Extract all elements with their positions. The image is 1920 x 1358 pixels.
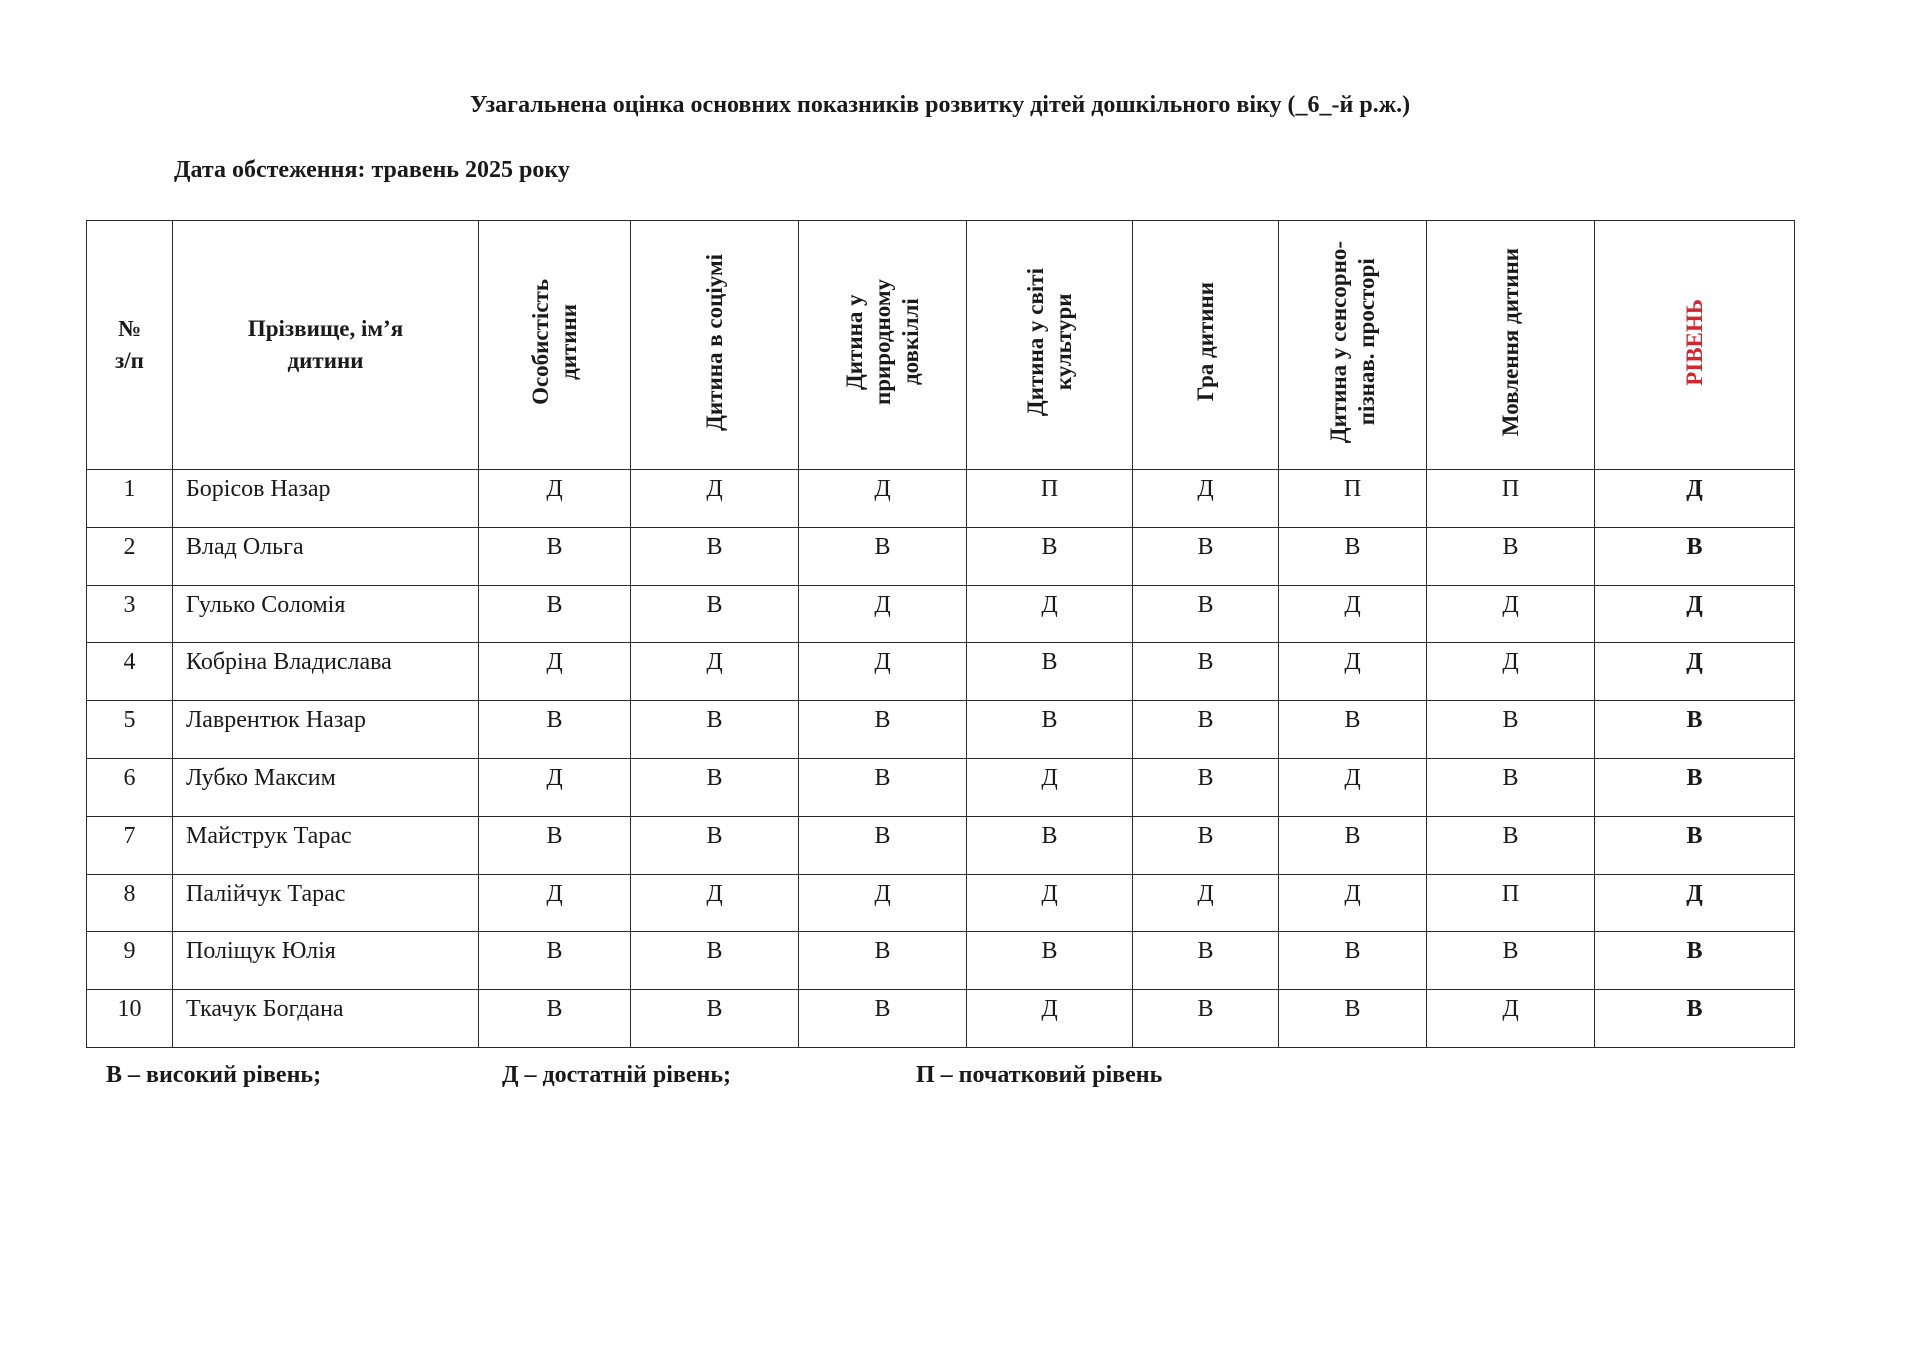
score-cell: Д [1133, 874, 1279, 932]
score-cell: В [631, 816, 799, 874]
score-cell: П [1279, 470, 1427, 528]
table-body [87, 470, 1795, 1048]
score-cell: П [1427, 470, 1595, 528]
header-criterion-society [631, 221, 799, 470]
table-row [87, 990, 1795, 1048]
row-number: 4 [87, 643, 173, 701]
child-name: Ткачук Богдана [173, 990, 479, 1048]
header-name [173, 221, 479, 470]
legend-high: В – високий рівень; [106, 1062, 322, 1088]
score-cell: П [1427, 874, 1595, 932]
level-cell: В [1595, 990, 1795, 1048]
table-row [87, 758, 1795, 816]
score-cell: Д [1133, 470, 1279, 528]
document-title: Узагальнена оцінка основних показників розвитку дітей дошкільного віку (_6_-й р.ж.) [469, 92, 1411, 118]
score-cell: В [799, 816, 967, 874]
score-cell: В [1133, 701, 1279, 759]
score-cell: В [1133, 585, 1279, 643]
header-criterion-line: дитини [555, 304, 581, 380]
header-number-line1: № [117, 316, 142, 341]
child-name: Кобріна Владислава [173, 643, 479, 701]
row-number: 10 [87, 990, 173, 1048]
score-cell: Д [1427, 643, 1595, 701]
score-cell: Д [631, 643, 799, 701]
header-criterion-line: Мовлення дитини [1497, 247, 1523, 437]
header-name-line1: Прізвище, ім’я [247, 316, 404, 341]
score-cell: В [1279, 990, 1427, 1048]
table-row [87, 585, 1795, 643]
score-cell: В [631, 990, 799, 1048]
score-cell: В [631, 701, 799, 759]
level-cell: Д [1595, 585, 1795, 643]
score-cell: Д [479, 874, 631, 932]
score-cell: Д [1279, 874, 1427, 932]
header-level-label: РІВЕНЬ [1681, 298, 1707, 386]
child-name: Майструк Тарас [173, 816, 479, 874]
score-cell: Д [479, 470, 631, 528]
score-cell: В [799, 758, 967, 816]
score-cell: В [1133, 758, 1279, 816]
score-cell: В [799, 527, 967, 585]
score-cell: Д [631, 874, 799, 932]
level-cell: Д [1595, 874, 1795, 932]
level-cell: В [1595, 527, 1795, 585]
legend-initial: П – початковий рівень [916, 1062, 1163, 1088]
score-cell: В [631, 527, 799, 585]
header-number [87, 221, 173, 470]
child-name: Поліщук Юлія [173, 932, 479, 990]
header-number-line2: з/п [115, 348, 144, 373]
score-cell: В [1133, 816, 1279, 874]
score-cell: В [1427, 758, 1595, 816]
table-row [87, 527, 1795, 585]
score-cell: В [1279, 816, 1427, 874]
score-cell: В [1427, 816, 1595, 874]
header-criterion-sensory [1279, 221, 1427, 470]
child-name: Палійчук Тарас [173, 874, 479, 932]
header-level [1595, 221, 1795, 470]
score-cell: В [1133, 643, 1279, 701]
score-cell: Д [1279, 758, 1427, 816]
score-cell: Д [799, 585, 967, 643]
legend-sufficient: Д – достатній рівень; [502, 1062, 732, 1088]
child-name: Влад Ольга [173, 527, 479, 585]
score-cell: В [1427, 932, 1595, 990]
score-cell: В [479, 701, 631, 759]
header-row [87, 221, 1795, 470]
score-cell: В [967, 932, 1133, 990]
score-cell: В [1133, 990, 1279, 1048]
header-criterion-line: Дитина у [841, 294, 867, 390]
survey-date: Дата обстеження: травень 2025 року [174, 157, 570, 183]
score-cell: В [1133, 932, 1279, 990]
assessment-table [86, 220, 1795, 1048]
score-cell: Д [799, 470, 967, 528]
score-cell: В [479, 932, 631, 990]
table-row [87, 932, 1795, 990]
score-cell: В [799, 990, 967, 1048]
score-cell: В [1279, 932, 1427, 990]
score-cell: Д [799, 643, 967, 701]
row-number: 1 [87, 470, 173, 528]
level-cell: В [1595, 932, 1795, 990]
level-cell: В [1595, 701, 1795, 759]
header-criterion-culture [967, 221, 1133, 470]
score-cell: В [799, 932, 967, 990]
score-cell: В [1279, 701, 1427, 759]
score-cell: В [967, 527, 1133, 585]
child-name: Борісов Назар [173, 470, 479, 528]
score-cell: Д [479, 758, 631, 816]
score-cell: В [479, 585, 631, 643]
level-cell: Д [1595, 470, 1795, 528]
level-cell: В [1595, 816, 1795, 874]
header-criterion-line: Особистість [527, 279, 553, 405]
score-cell: Д [799, 874, 967, 932]
table-row [87, 816, 1795, 874]
score-cell: В [479, 527, 631, 585]
score-cell: В [1427, 527, 1595, 585]
table-row [87, 874, 1795, 932]
score-cell: Д [479, 643, 631, 701]
header-criterion-personality [479, 221, 631, 470]
child-name: Лубко Максим [173, 758, 479, 816]
row-number: 2 [87, 527, 173, 585]
header-criterion-line: пізнав. просторі [1353, 258, 1379, 426]
score-cell: В [631, 932, 799, 990]
header-criterion-line: довкіллі [897, 298, 923, 386]
header-criterion-line: Гра дитини [1192, 282, 1218, 402]
score-cell: Д [1279, 643, 1427, 701]
score-cell: Д [967, 585, 1133, 643]
score-cell: Д [1427, 990, 1595, 1048]
header-name-line2: дитини [287, 348, 364, 373]
level-cell: В [1595, 758, 1795, 816]
score-cell: Д [967, 874, 1133, 932]
header-criterion-nature [799, 221, 967, 470]
table-row [87, 701, 1795, 759]
score-cell: В [1279, 527, 1427, 585]
header-criterion-line: природному [869, 278, 895, 406]
score-cell: Д [967, 758, 1133, 816]
score-cell: Д [1279, 585, 1427, 643]
score-cell: В [479, 816, 631, 874]
score-cell: В [967, 816, 1133, 874]
header-criterion-line: Дитина в соціумі [701, 253, 727, 431]
child-name: Гулько Соломія [173, 585, 479, 643]
row-number: 8 [87, 874, 173, 932]
score-cell: В [1133, 527, 1279, 585]
row-number: 9 [87, 932, 173, 990]
score-cell: В [967, 701, 1133, 759]
header-criterion-line: культури [1050, 293, 1076, 391]
score-cell: В [631, 585, 799, 643]
score-cell: П [967, 470, 1133, 528]
child-name: Лаврентюк Назар [173, 701, 479, 759]
score-cell: Д [631, 470, 799, 528]
header-criterion-line: Дитина у світі [1022, 267, 1048, 417]
score-cell: В [479, 990, 631, 1048]
level-cell: Д [1595, 643, 1795, 701]
score-cell: В [967, 643, 1133, 701]
row-number: 7 [87, 816, 173, 874]
table-row [87, 643, 1795, 701]
header-criterion-line: Дитина у сенсорно- [1325, 240, 1351, 444]
header-criterion-speech [1427, 221, 1595, 470]
table-row [87, 470, 1795, 528]
score-cell: В [1427, 701, 1595, 759]
row-number: 5 [87, 701, 173, 759]
row-number: 6 [87, 758, 173, 816]
score-cell: Д [1427, 585, 1595, 643]
row-number: 3 [87, 585, 173, 643]
header-criterion-play [1133, 221, 1279, 470]
score-cell: В [631, 758, 799, 816]
score-cell: Д [967, 990, 1133, 1048]
score-cell: В [799, 701, 967, 759]
